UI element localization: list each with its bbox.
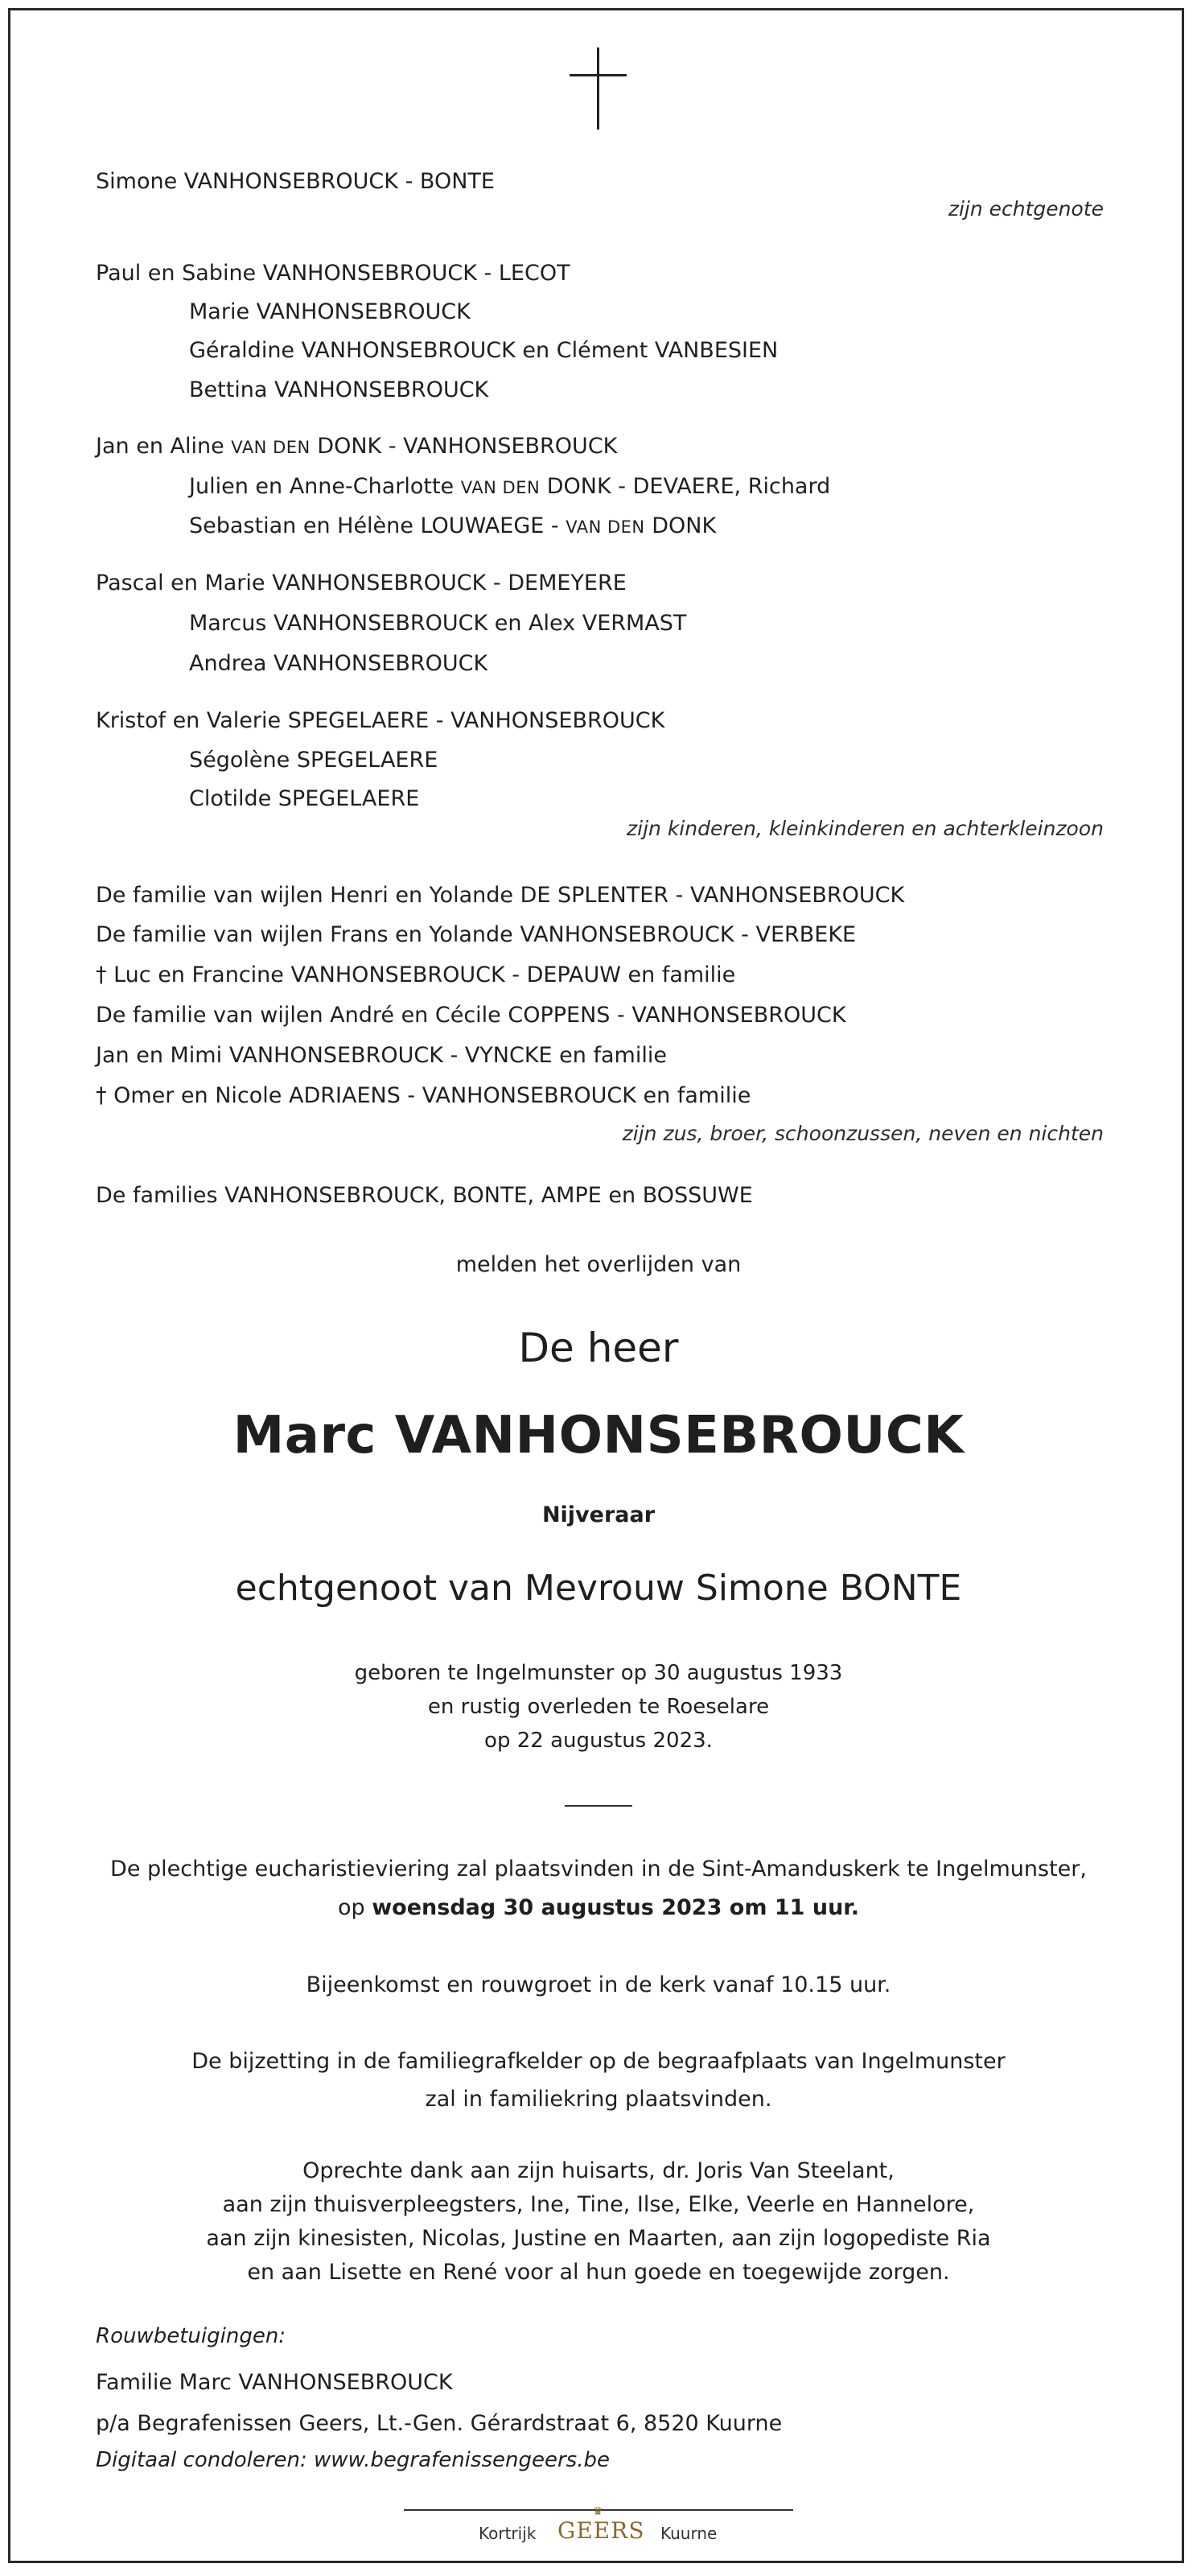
funeral-home-logo: GEERS bbox=[557, 2517, 645, 2544]
children-relation: zijn kinderen, kleinkinderen en achterkleinzoon bbox=[627, 817, 1104, 840]
family-line: Pascal en Marie VANHONSEBROUCK - DEMEYERE bbox=[96, 571, 627, 596]
ceremony-date: op woensdag 30 augustus 2023 om 11 uur. bbox=[337, 1895, 860, 1920]
profession: Nijveraar bbox=[541, 1502, 656, 1527]
family-line: Paul en Sabine VANHONSEBROUCK - LECOT bbox=[96, 261, 570, 286]
family-line: Sebastian en Hélène LOUWAEGE - VAN DEN DONK bbox=[189, 513, 717, 538]
family-line: † Omer en Nicole ADRIAENS - VANHONSEBROUCK en familie bbox=[96, 1083, 751, 1108]
spouse-relation: zijn echtgenote bbox=[948, 197, 1104, 221]
siblings-relation: zijn zus, broer, schoonzussen, neven en nichten bbox=[622, 1122, 1104, 1145]
cross-icon-bar bbox=[570, 74, 627, 76]
announce-text: melden het overlijden van bbox=[455, 1252, 742, 1277]
family-line: Clotilde SPEGELAERE bbox=[189, 786, 420, 811]
crown-icon: ♛ bbox=[593, 2505, 603, 2518]
family-line: Géraldine VANHONSEBROUCK en Clément VANBESIEN bbox=[189, 338, 779, 363]
family-line: † Luc en Francine VANHONSEBROUCK - DEPAUW en familie bbox=[96, 962, 736, 987]
cross-icon bbox=[597, 47, 599, 130]
family-line: De familie van wijlen Frans en Yolande VANHONSEBROUCK - VERBEKE bbox=[96, 922, 857, 947]
condolences-heading: Rouwbetuigingen: bbox=[96, 2324, 286, 2348]
family-line: De familie van wijlen Henri en Yolande DE SPLENTER - VANHONSEBROUCK bbox=[96, 883, 905, 908]
family-line: Bettina VANHONSEBROUCK bbox=[189, 377, 489, 402]
family-line: De familie van wijlen André en Cécile COPPENS - VANHONSEBROUCK bbox=[96, 1003, 846, 1028]
family-line: Marie VANHONSEBROUCK bbox=[189, 299, 471, 324]
footer-left: Kortrijk bbox=[479, 2524, 537, 2543]
thanks-line: en aan Lisette en René voor al hun goede en toegewijde zorgen. bbox=[247, 2260, 950, 2285]
gathering-line: Bijeenkomst en rouwgroet in de kerk vanaf 10.15 uur. bbox=[306, 1972, 891, 1997]
families-line: De families VANHONSEBROUCK, BONTE, AMPE en BOSSUWE bbox=[96, 1183, 753, 1208]
born-line: geboren te Ingelmunster op 30 augustus 1933 bbox=[354, 1661, 843, 1685]
burial-line: zal in familiekring plaatsvinden. bbox=[425, 2087, 772, 2112]
thanks-line: Oprechte dank aan zijn huisarts, dr. Joris Van Steelant, bbox=[302, 2158, 895, 2183]
footer-right: Kuurne bbox=[660, 2524, 718, 2543]
thanks-line: aan zijn thuisverpleegsters, Ine, Tine, Ilse, Elke, Veerle en Hannelore, bbox=[222, 2192, 975, 2217]
separator bbox=[565, 1805, 632, 1807]
salutation: De heer bbox=[518, 1325, 679, 1371]
family-line: Kristof en Valerie SPEGELAERE - VANHONSEBROUCK bbox=[96, 708, 665, 733]
burial-line: De bijzetting in de familiegrafkelder op de begraafplaats van Ingelmunster bbox=[191, 2049, 1006, 2074]
condolences-name: Familie Marc VANHONSEBROUCK bbox=[96, 2370, 453, 2395]
family-line: Marcus VANHONSEBROUCK en Alex VERMAST bbox=[189, 611, 687, 636]
family-line: Julien en Anne-Charlotte VAN DEN DONK - DEVAERE, Richard bbox=[189, 474, 831, 499]
thanks-line: aan zijn kinesisten, Nicolas, Justine en Maarten, aan zijn logopediste Ria bbox=[206, 2226, 991, 2251]
deceased-name: Marc VANHONSEBROUCK bbox=[232, 1406, 965, 1465]
family-line: Andrea VANHONSEBROUCK bbox=[189, 651, 488, 676]
died-line: en rustig overleden te Roeselare bbox=[427, 1695, 770, 1719]
family-line: Ségolène SPEGELAERE bbox=[189, 748, 438, 773]
family-line: Jan en Mimi VANHONSEBROUCK - VYNCKE en familie bbox=[96, 1043, 667, 1068]
spouse-line: echtgenoot van Mevrouw Simone BONTE bbox=[235, 1568, 962, 1609]
condolences-address: p/a Begrafenissen Geers, Lt.-Gen. Gérardstraat 6, 8520 Kuurne bbox=[96, 2411, 783, 2436]
died-date: op 22 augustus 2023. bbox=[484, 1729, 713, 1753]
family-line: Jan en Aline VAN DEN DONK - VANHONSEBROUCK bbox=[96, 434, 618, 459]
ceremony-line: De plechtige eucharistieviering zal plaatsvinden in de Sint-Amanduskerk te Ingelmunster, bbox=[110, 1857, 1087, 1882]
condolences-website: Digitaal condoleren: www.begrafenissengeers.be bbox=[96, 2448, 610, 2472]
spouse-name: Simone VANHONSEBROUCK - BONTE bbox=[96, 169, 495, 194]
